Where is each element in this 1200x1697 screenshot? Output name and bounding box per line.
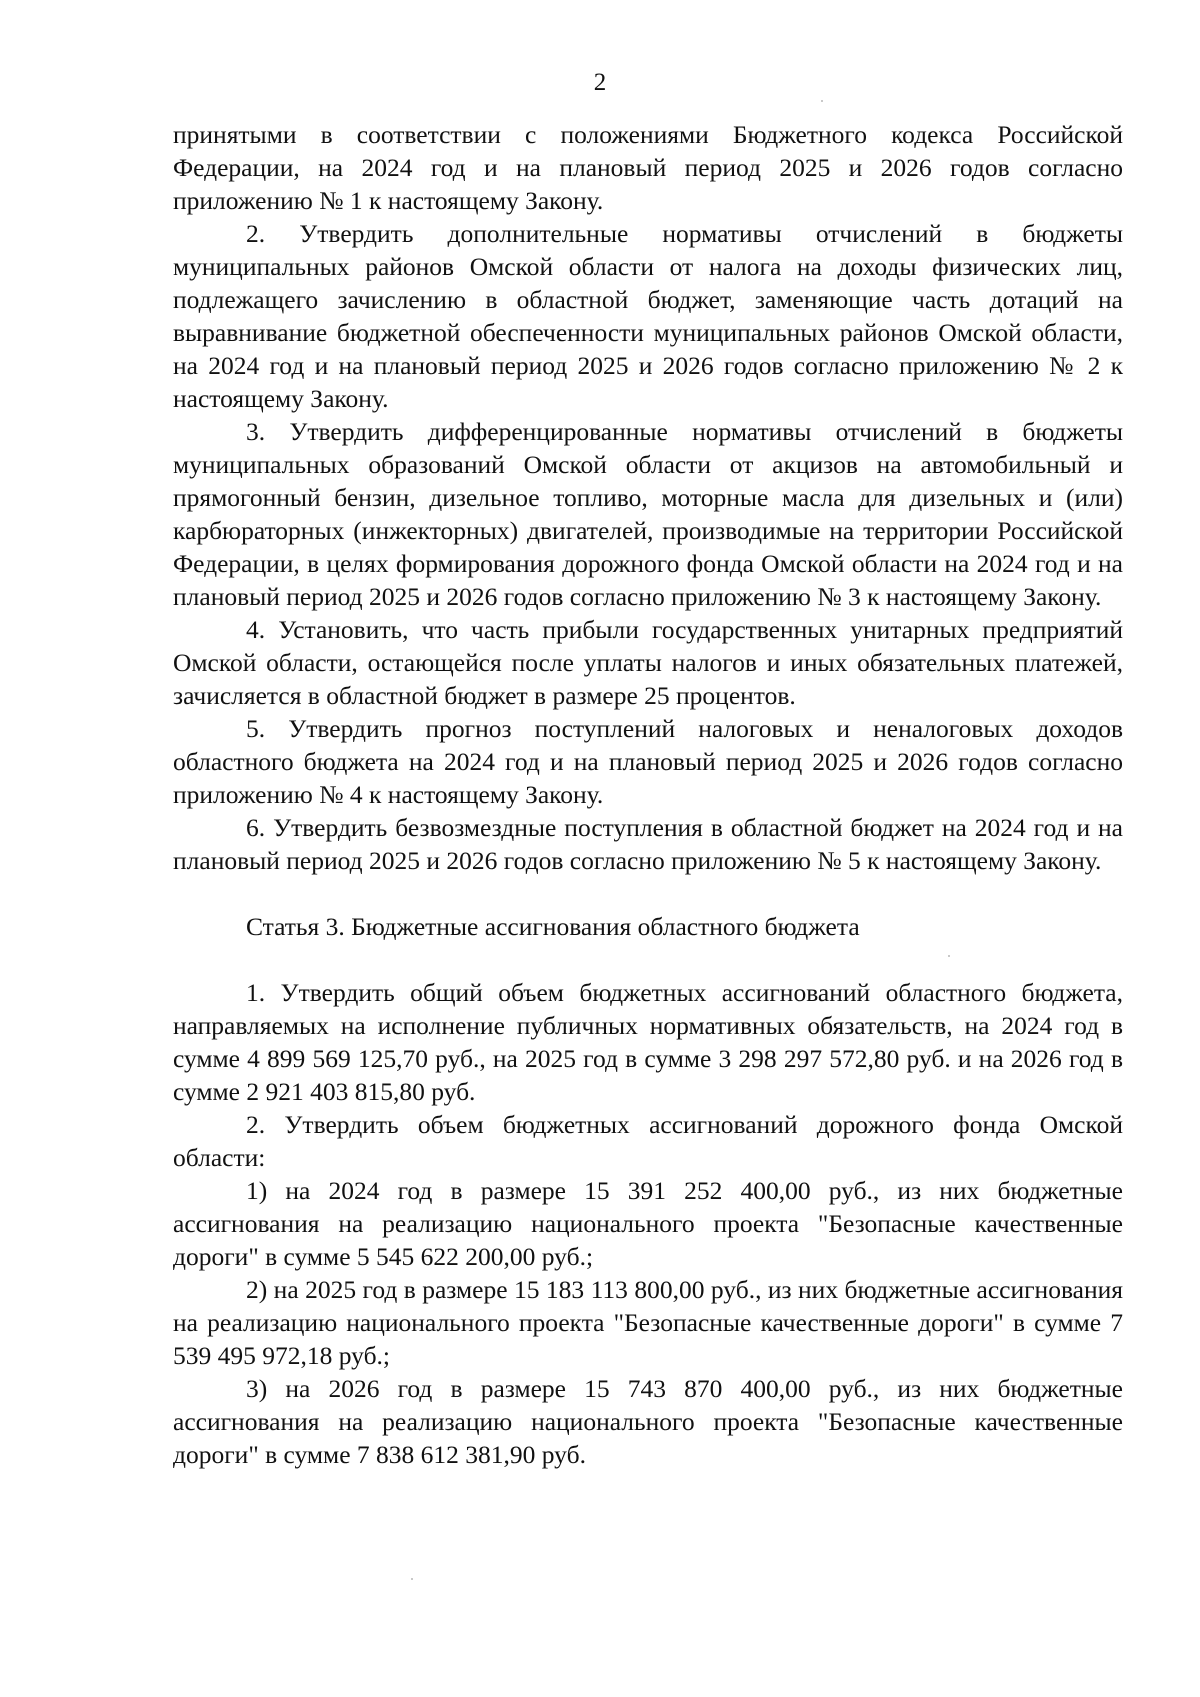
paragraph-item-2: 2. Утвердить дополнительные нормативы отчислений в бюджеты муниципальных районов Омской области от налога на доходы физических лиц, подлежащего зачислению в областной бюджет, заменяющие часть дотаций на выравнивание бюджетной обеспеченности муниципальных районов Омской области, на 2024 год и на плановый период 2025 и 2026 годов согласно приложению № 2 к настоящему Закону. xyxy=(173,219,1123,413)
scan-speck xyxy=(411,1578,413,1580)
paragraph-article3-item-2: 2. Утвердить объем бюджетных ассигнований дорожного фонда Омской области: xyxy=(173,1110,1123,1172)
article-heading: Статья 3. Бюджетные ассигнования областного бюджета xyxy=(246,912,860,941)
scan-speck xyxy=(948,955,950,957)
paragraph-item-4: 4. Установить, что часть прибыли государственных унитарных предприятий Омской области, остающейся после уплаты налогов и иных обязательных платежей, зачисляется в областной бюджет в размере 25 процентов. xyxy=(173,615,1123,710)
paragraph-item-3: 3. Утвердить дифференцированные нормативы отчислений в бюджеты муниципальных образований Омской области от акцизов на автомобильный и прямогонный бензин, дизельное топливо, моторные масла для дизельных и (или) карбюраторных (инжекторных) двигателей, производимые на территории Российской Федерации, в целях формирования дорожного фонда Омской области на 2024 год и на плановый период 2025 и 2026 годов согласно приложению № 3 к настоящему Закону. xyxy=(173,417,1123,611)
page-number: 2 xyxy=(593,69,607,96)
document-body xyxy=(173,118,1123,1471)
scan-speck xyxy=(821,100,823,102)
paragraph-continuation: принятыми в соответствии с положениями Бюджетного кодекса Российской Федерации, на 2024 год и на плановый период 2025 и 2026 годов согласно приложению № 1 к настоящему Закону. xyxy=(173,120,1123,215)
subparagraph-2024: 1) на 2024 год в размере 15 391 252 400,00 руб., из них бюджетные ассигнования на реализацию национального проекта "Безопасные качественные дороги" в сумме 5 545 622 200,00 руб.; xyxy=(173,1176,1123,1271)
paragraph-article3-item-1: 1. Утвердить общий объем бюджетных ассигнований областного бюджета, направляемых на исполнение публичных нормативных обязательств, на 2024 год в сумме 4 899 569 125,70 руб., на 2025 год в сумме 3 298 297 572,80 руб. и на 2026 год в сумме 2 921 403 815,80 руб. xyxy=(173,978,1123,1106)
subparagraph-2026: 3) на 2026 год в размере 15 743 870 400,00 руб., из них бюджетные ассигнования на реализацию национального проекта "Безопасные качественные дороги" в сумме 7 838 612 381,90 руб. xyxy=(173,1374,1123,1469)
paragraph-item-5: 5. Утвердить прогноз поступлений налоговых и неналоговых доходов областного бюджета на 2024 год и на плановый период 2025 и 2026 годов согласно приложению № 4 к настоящему Закону. xyxy=(173,714,1123,809)
subparagraph-2025: 2) на 2025 год в размере 15 183 113 800,00 руб., из них бюджетные ассигнования на реализацию национального проекта "Безопасные качественные дороги" в сумме 7 539 495 972,18 руб.; xyxy=(173,1275,1123,1370)
paragraph-item-6: 6. Утвердить безвозмездные поступления в областной бюджет на 2024 год и на плановый период 2025 и 2026 годов согласно приложению № 5 к настоящему Закону. xyxy=(173,813,1123,875)
